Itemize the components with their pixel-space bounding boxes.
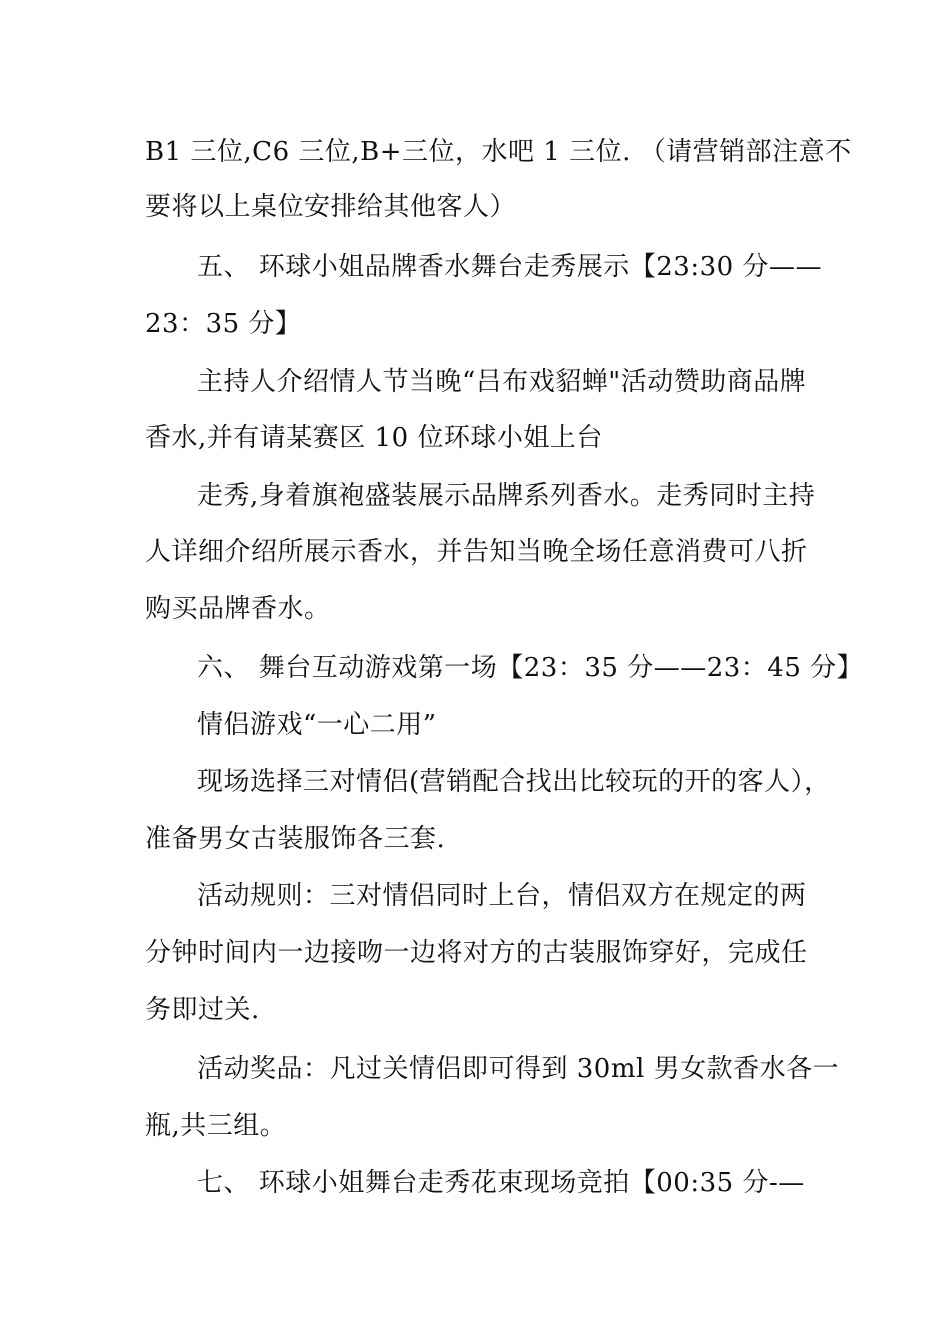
text-line: 准备男女古装服饰各三套. [145,824,446,854]
section-heading: 五、 环球小姐品牌香水舞台走秀展示【23:30 分—— [197,252,822,282]
text-line: 主持人介绍情人节当晚“吕布戏貂蝉"活动赞助商品牌 [197,367,807,397]
text-line: 务即过关. [145,995,260,1025]
text-line: B1 三位,C6 三位,B+三位，水吧 1 三位. （请营销部注意不 [145,137,852,167]
text-line: 走秀,身着旗袍盛装展示品牌系列香水。走秀同时主持 [197,481,816,511]
text-line: 情侣游戏“一心二用” [197,710,437,740]
text-line: 购买品牌香水。 [145,594,331,624]
text-line: 分钟时间内一边接吻一边将对方的古装服饰穿好，完成任 [145,938,808,968]
text-line: 现场选择三对情侣(营销配合找出比较玩的开的客人）， [197,767,831,797]
text-line: 要将以上桌位安排给其他客人） [145,192,517,222]
text-line: 活动奖品：凡过关情侣即可得到 30ml 男女款香水各一 [197,1054,840,1084]
text-line: 人详细介绍所展示香水，并告知当晚全场任意消费可八折 [145,537,808,567]
text-line: 瓶,共三组。 [145,1111,287,1141]
text-line: 活动规则：三对情侣同时上台，情侣双方在规定的两 [197,881,807,911]
section-heading: 六、 舞台互动游戏第一场【23：35 分——23：45 分】 [197,653,864,683]
section-heading-continuation: 23：35 分】 [145,309,302,339]
section-heading: 七、 环球小姐舞台走秀花束现场竞拍【00:35 分-— [197,1168,805,1198]
text-line: 香水,并有请某赛区 10 位环球小姐上台 [145,423,603,453]
